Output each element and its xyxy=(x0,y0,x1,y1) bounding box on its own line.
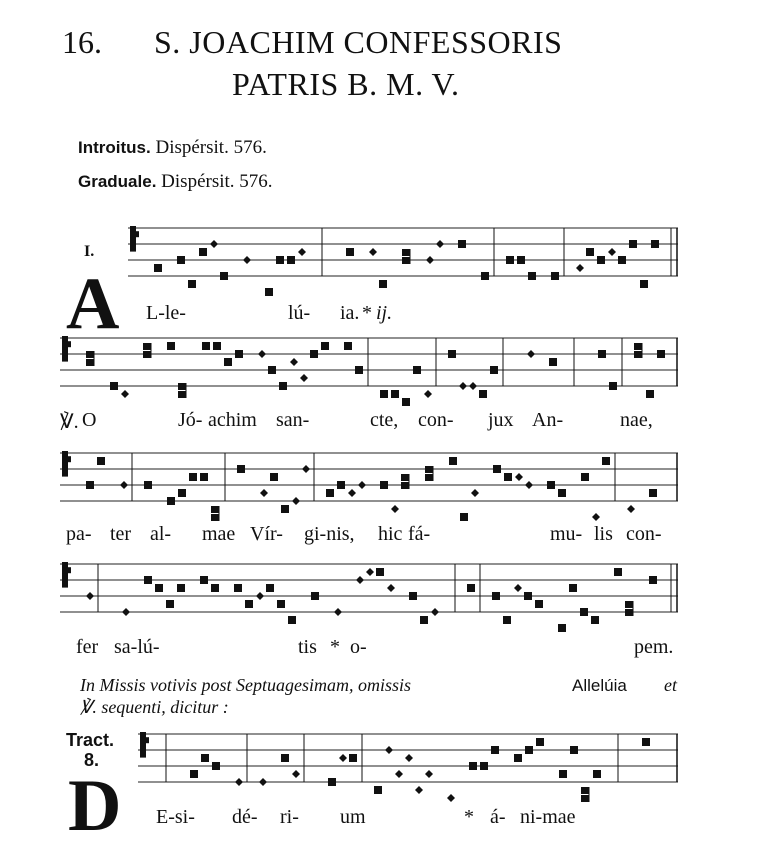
rhombus-note xyxy=(525,481,533,489)
lyric-syllable: jux xyxy=(488,409,514,431)
rhombus-note xyxy=(405,754,413,762)
feast-title-line-2: PATRIS B. M. V. xyxy=(232,66,460,102)
punctum-note xyxy=(528,272,536,280)
punctum-note xyxy=(449,457,457,465)
punctum-note xyxy=(167,497,175,505)
punctum-note xyxy=(492,592,500,600)
punctum-note xyxy=(234,584,242,592)
punctum-note xyxy=(469,762,477,770)
rhombus-note xyxy=(235,778,243,786)
punctum-note xyxy=(401,474,409,481)
punctum-note xyxy=(425,466,433,473)
rhombus-note xyxy=(300,374,308,382)
lyric-syllable: O xyxy=(82,409,97,431)
punctum-note xyxy=(144,576,152,584)
punctum-note xyxy=(277,600,285,608)
rhombus-note xyxy=(426,256,434,264)
rhombus-note xyxy=(259,778,267,786)
punctum-note xyxy=(517,256,525,264)
rhombus-note xyxy=(366,568,374,576)
punctum-note xyxy=(551,272,559,280)
lyric-syllable: dé- xyxy=(232,806,258,828)
punctum-note xyxy=(143,351,151,358)
lyric-syllable: con- xyxy=(626,523,662,545)
lyric-syllable: ter xyxy=(110,523,132,545)
punctum-note xyxy=(265,288,273,296)
punctum-note xyxy=(480,762,488,770)
tract-label: Tract. xyxy=(66,730,115,750)
lyric-syllable: L-le- xyxy=(146,302,186,324)
rhombus-note xyxy=(210,240,218,248)
punctum-note xyxy=(270,473,278,481)
punctum-note xyxy=(525,746,533,754)
punctum-note xyxy=(281,505,289,513)
punctum-note xyxy=(202,342,210,350)
do-clef xyxy=(62,456,71,462)
punctum-note xyxy=(581,787,589,794)
punctum-note xyxy=(178,383,186,390)
lyric-syllable: tis xyxy=(298,636,317,658)
lyric-syllable: al- xyxy=(150,523,172,545)
punctum-note xyxy=(535,600,543,608)
punctum-note xyxy=(558,489,566,497)
punctum-note xyxy=(376,568,384,576)
lyric-syllable: hic xyxy=(378,523,403,545)
punctum-note xyxy=(649,489,657,497)
rhombus-note xyxy=(292,497,300,505)
rhombus-note xyxy=(415,786,423,794)
punctum-note xyxy=(391,390,399,398)
lyric-asterisk: * xyxy=(362,302,372,324)
punctum-note xyxy=(355,366,363,374)
punctum-note xyxy=(634,351,642,358)
punctum-note xyxy=(380,481,388,489)
rubric-line-1 xyxy=(80,675,411,696)
rhombus-note xyxy=(471,489,479,497)
punctum-note xyxy=(143,343,151,350)
do-clef xyxy=(62,567,71,573)
tract-mode-number: 8. xyxy=(84,750,100,770)
punctum-note xyxy=(245,600,253,608)
punctum-note xyxy=(646,390,654,398)
rhombus-note xyxy=(120,481,128,489)
introit-label: Introitus. xyxy=(78,138,151,157)
punctum-note xyxy=(154,264,162,272)
punctum-note xyxy=(211,584,219,592)
tract-initial: D xyxy=(68,765,122,847)
punctum-note xyxy=(597,256,605,264)
punctum-note xyxy=(420,616,428,624)
punctum-note xyxy=(86,351,94,358)
punctum-note xyxy=(177,256,185,264)
punctum-note xyxy=(514,754,522,762)
rhombus-note xyxy=(515,473,523,481)
punctum-note xyxy=(321,342,329,350)
lyric-syllable: Vír- xyxy=(250,523,283,545)
punctum-note xyxy=(110,382,118,390)
do-clef xyxy=(130,226,136,252)
rhombus-note xyxy=(302,465,310,473)
feast-title-line-1: S. JOACHIM CONFESSORIS xyxy=(154,24,563,60)
lyric-syllable: san- xyxy=(276,409,310,431)
alleluia-initial: A xyxy=(66,263,120,345)
gradual-label: Graduale. xyxy=(78,172,157,191)
punctum-note xyxy=(614,568,622,576)
punctum-note xyxy=(268,366,276,374)
rhombus-note xyxy=(122,608,130,616)
punctum-note xyxy=(344,342,352,350)
lyric-syllable: gi-nis, xyxy=(304,523,355,545)
punctum-note xyxy=(287,256,295,264)
punctum-note xyxy=(402,249,410,256)
punctum-note xyxy=(224,358,232,366)
punctum-note xyxy=(425,474,433,481)
do-clef xyxy=(62,562,68,588)
punctum-note xyxy=(177,584,185,592)
punctum-note xyxy=(479,390,487,398)
punctum-note xyxy=(237,465,245,473)
gradual-text: Dispérsit. 576. xyxy=(161,171,273,192)
lyric-repeat-mark: ij. xyxy=(376,302,393,324)
rhombus-note xyxy=(290,358,298,366)
punctum-note xyxy=(580,608,588,616)
rubric-text: In Missis votivis post Septuagesimam, omissis xyxy=(80,675,411,695)
lyric-syllable: fer xyxy=(76,636,99,658)
rhombus-note xyxy=(358,481,366,489)
rhombus-note xyxy=(436,240,444,248)
punctum-note xyxy=(279,382,287,390)
punctum-note xyxy=(349,754,357,762)
rhombus-note xyxy=(334,608,342,616)
punctum-note xyxy=(413,366,421,374)
lyric-syllable: sa-lú- xyxy=(114,636,160,658)
lyric-syllable: nae, xyxy=(620,409,653,431)
punctum-note xyxy=(657,350,665,358)
punctum-note xyxy=(212,762,220,770)
punctum-note xyxy=(640,280,648,288)
punctum-note xyxy=(199,248,207,256)
punctum-note xyxy=(549,358,557,366)
rhombus-note xyxy=(369,248,377,256)
rhombus-note xyxy=(592,513,600,521)
do-clef xyxy=(62,451,68,477)
punctum-note xyxy=(448,350,456,358)
punctum-note xyxy=(598,350,606,358)
punctum-note xyxy=(642,738,650,746)
lyric-asterisk: * xyxy=(464,806,474,828)
punctum-note xyxy=(326,489,334,497)
punctum-note xyxy=(281,754,289,762)
rhombus-note xyxy=(425,770,433,778)
punctum-note xyxy=(618,256,626,264)
versicle-sign: ℣. xyxy=(60,411,79,433)
introit-text: Dispérsit. 576. xyxy=(155,137,267,158)
lyric-syllable: ia. xyxy=(340,302,360,324)
punctum-note xyxy=(311,592,319,600)
punctum-note xyxy=(337,481,345,489)
punctum-note xyxy=(189,473,197,481)
lyric-syllable: E-si- xyxy=(156,806,195,828)
rhombus-note xyxy=(447,794,455,802)
punctum-note xyxy=(380,390,388,398)
lyric-syllable: um xyxy=(340,806,366,828)
punctum-note xyxy=(310,350,318,358)
punctum-note xyxy=(460,513,468,521)
lyric-asterisk: * xyxy=(330,636,340,658)
lyric-syllable: o- xyxy=(350,636,367,658)
punctum-note xyxy=(213,342,221,350)
punctum-note xyxy=(524,592,532,600)
lyric-syllable: cte, xyxy=(370,409,399,431)
punctum-note xyxy=(220,272,228,280)
punctum-note xyxy=(328,778,336,786)
punctum-note xyxy=(211,506,219,513)
rhombus-note xyxy=(243,256,251,264)
rhombus-note xyxy=(576,264,584,272)
lyric-syllable: lis xyxy=(594,523,613,545)
punctum-note xyxy=(629,240,637,248)
punctum-note xyxy=(481,272,489,280)
rhombus-note xyxy=(469,382,477,390)
do-clef xyxy=(130,231,139,237)
punctum-note xyxy=(625,609,633,616)
punctum-note xyxy=(490,366,498,374)
rhombus-note xyxy=(348,489,356,497)
lyric-syllable: lú- xyxy=(288,302,311,324)
punctum-note xyxy=(166,600,174,608)
punctum-note xyxy=(190,770,198,778)
punctum-note xyxy=(86,481,94,489)
rhombus-note xyxy=(258,350,266,358)
lyric-syllable: ni-mae xyxy=(520,806,576,828)
rubric-alleluia-word: Allelúia xyxy=(572,676,627,695)
punctum-note xyxy=(374,786,382,794)
feast-number: 16. xyxy=(62,24,102,60)
lyric-syllable: fá- xyxy=(408,523,431,545)
punctum-note xyxy=(86,359,94,366)
punctum-note xyxy=(649,576,657,584)
lyric-syllable: mae xyxy=(202,523,236,545)
punctum-note xyxy=(288,616,296,624)
rhombus-note xyxy=(339,754,347,762)
punctum-note xyxy=(188,280,196,288)
punctum-note xyxy=(409,592,417,600)
alleluia-mode-number: I. xyxy=(84,243,95,260)
punctum-note xyxy=(504,473,512,481)
rhombus-note xyxy=(86,592,94,600)
punctum-note xyxy=(536,738,544,746)
punctum-note xyxy=(97,457,105,465)
punctum-note xyxy=(503,616,511,624)
rhombus-note xyxy=(527,350,535,358)
punctum-note xyxy=(547,481,555,489)
lyric-syllable: á- xyxy=(490,806,506,828)
punctum-note xyxy=(491,746,499,754)
punctum-note xyxy=(178,489,186,497)
punctum-note xyxy=(559,770,567,778)
punctum-note xyxy=(155,584,163,592)
lyric-syllable: mu- xyxy=(550,523,583,545)
rhombus-note xyxy=(298,248,306,256)
punctum-note xyxy=(581,795,589,802)
punctum-note xyxy=(402,398,410,406)
rhombus-note xyxy=(292,770,300,778)
punctum-note xyxy=(402,257,410,264)
punctum-note xyxy=(570,746,578,754)
punctum-note xyxy=(651,240,659,248)
rhombus-note xyxy=(356,576,364,584)
rubric-line-2: ℣. sequenti, dicitur : xyxy=(80,697,229,717)
rhombus-note xyxy=(431,608,439,616)
rhombus-note xyxy=(256,592,264,600)
lyric-syllable: pa- xyxy=(66,523,92,545)
rhombus-note xyxy=(459,382,467,390)
lyric-syllable: ri- xyxy=(280,806,299,828)
punctum-note xyxy=(144,481,152,489)
do-clef xyxy=(140,737,149,743)
punctum-note xyxy=(178,391,186,398)
lyric-syllable: An- xyxy=(532,409,564,431)
lyric-syllable: Jó- xyxy=(178,409,203,431)
rhombus-note xyxy=(121,390,129,398)
punctum-note xyxy=(379,280,387,288)
rhombus-note xyxy=(608,248,616,256)
lyric-syllable: achim xyxy=(208,409,257,431)
punctum-note xyxy=(200,473,208,481)
punctum-note xyxy=(467,584,475,592)
rhombus-note xyxy=(514,584,522,592)
punctum-note xyxy=(211,514,219,521)
punctum-note xyxy=(506,256,514,264)
punctum-note xyxy=(276,256,284,264)
do-clef xyxy=(140,732,146,758)
punctum-note xyxy=(581,473,589,481)
punctum-note xyxy=(201,754,209,762)
punctum-note xyxy=(558,624,566,632)
rhombus-note xyxy=(260,489,268,497)
lyric-syllable: con- xyxy=(418,409,454,431)
punctum-note xyxy=(167,342,175,350)
punctum-note xyxy=(634,343,642,350)
rubric-tail: et xyxy=(664,675,677,695)
rhombus-note xyxy=(391,505,399,513)
punctum-note xyxy=(591,616,599,624)
punctum-note xyxy=(586,248,594,256)
punctum-note xyxy=(609,382,617,390)
punctum-note xyxy=(401,482,409,489)
punctum-note xyxy=(625,601,633,608)
punctum-note xyxy=(346,248,354,256)
punctum-note xyxy=(200,576,208,584)
rhombus-note xyxy=(387,584,395,592)
rhombus-note xyxy=(627,505,635,513)
punctum-note xyxy=(235,350,243,358)
punctum-note xyxy=(493,465,501,473)
rhombus-note xyxy=(385,746,393,754)
punctum-note xyxy=(569,584,577,592)
punctum-note xyxy=(593,770,601,778)
rhombus-note xyxy=(395,770,403,778)
lyric-syllable: pem. xyxy=(634,636,674,658)
rhombus-note xyxy=(424,390,432,398)
punctum-note xyxy=(602,457,610,465)
punctum-note xyxy=(458,240,466,248)
punctum-note xyxy=(266,584,274,592)
